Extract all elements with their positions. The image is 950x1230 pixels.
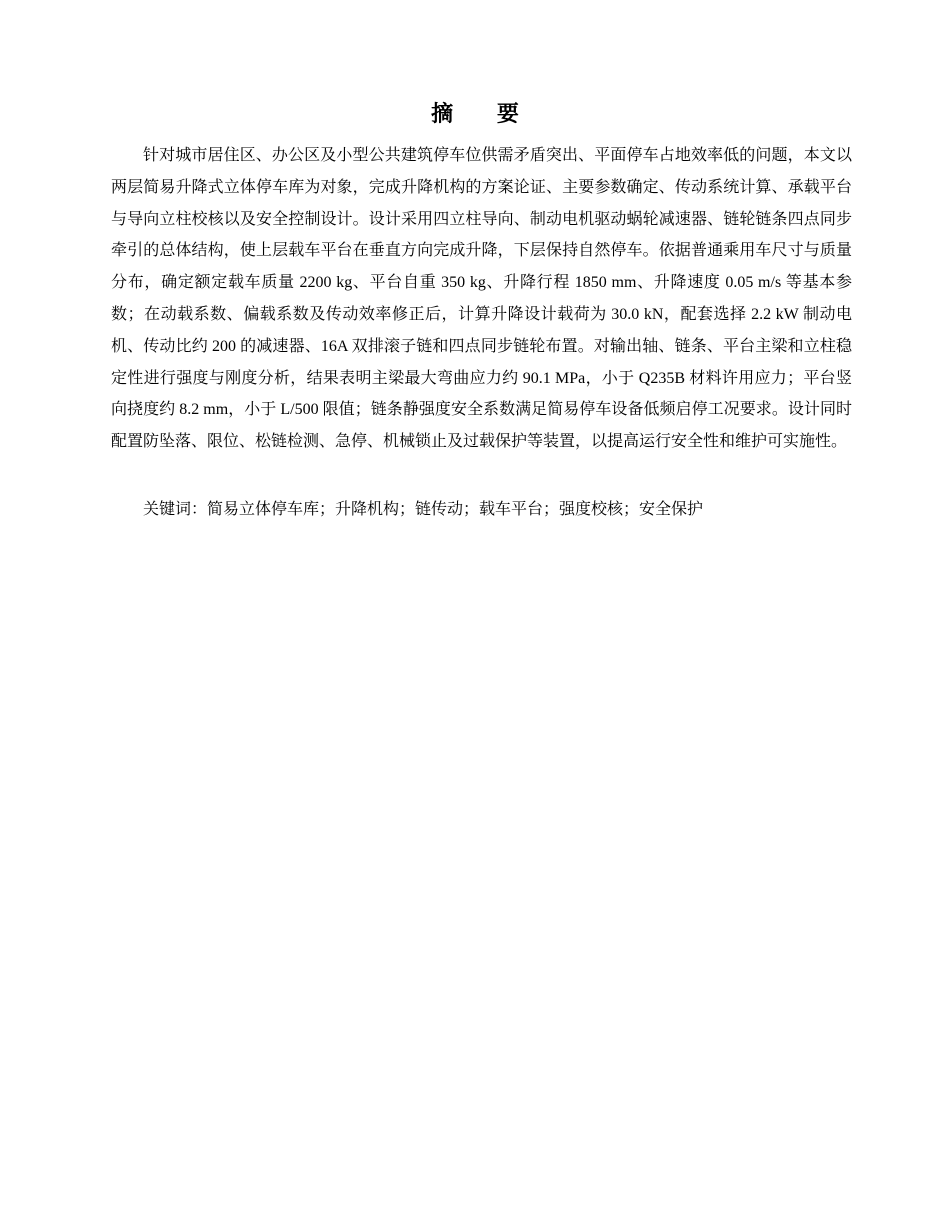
- abstract-body: 针对城市居住区、办公区及小型公共建筑停车位供需矛盾突出、平面停车占地效率低的问题，本文以两层简易升降式立体停车库为对象，完成升降机构的方案论证、主要参数确定、传动系统计算、承载平台与导向立柱校核以及安全控制设计。设计采用四立柱导向、制动电机驱动蜗轮减速器、链轮链条四点同步牵引的总体结构，使上层载车平台在垂直方向完成升降，下层保持自然停车。依据普通乘用车尺寸与质量分布，确定额定载车质量 2200 kg、平台自重 350 kg、升降行程 1850 mm、升降速度 0.05 m/s 等基本参数；在动载系数、偏载系数及传动效率修正后，计算升降设计载荷为 30.0 kN，配套选择 2.2 kW 制动电机、传动比约 200 的减速器、16A 双排滚子链和四点同步链轮布置。对输出轴、链条、平台主梁和立柱稳定性进行强度与刚度分析，结果表明主梁最大弯曲应力约 90.1 MPa，小于 Q235B 材料许用应力；平台竖向挠度约 8.2 mm，小于 L/500 限值；链条静强度安全系数满足简易停车设备低频启停工况要求。设计同时配置防坠落、限位、松链检测、急停、机械锁止及过载保护等装置，以提高运行安全性和维护可实施性。: [111, 147, 852, 451]
- abstract-title: 摘 要: [431, 102, 537, 127]
- keywords-line: 关键词：简易立体停车库；升降机构；链传动；载车平台；强度校核；安全保护: [143, 501, 704, 518]
